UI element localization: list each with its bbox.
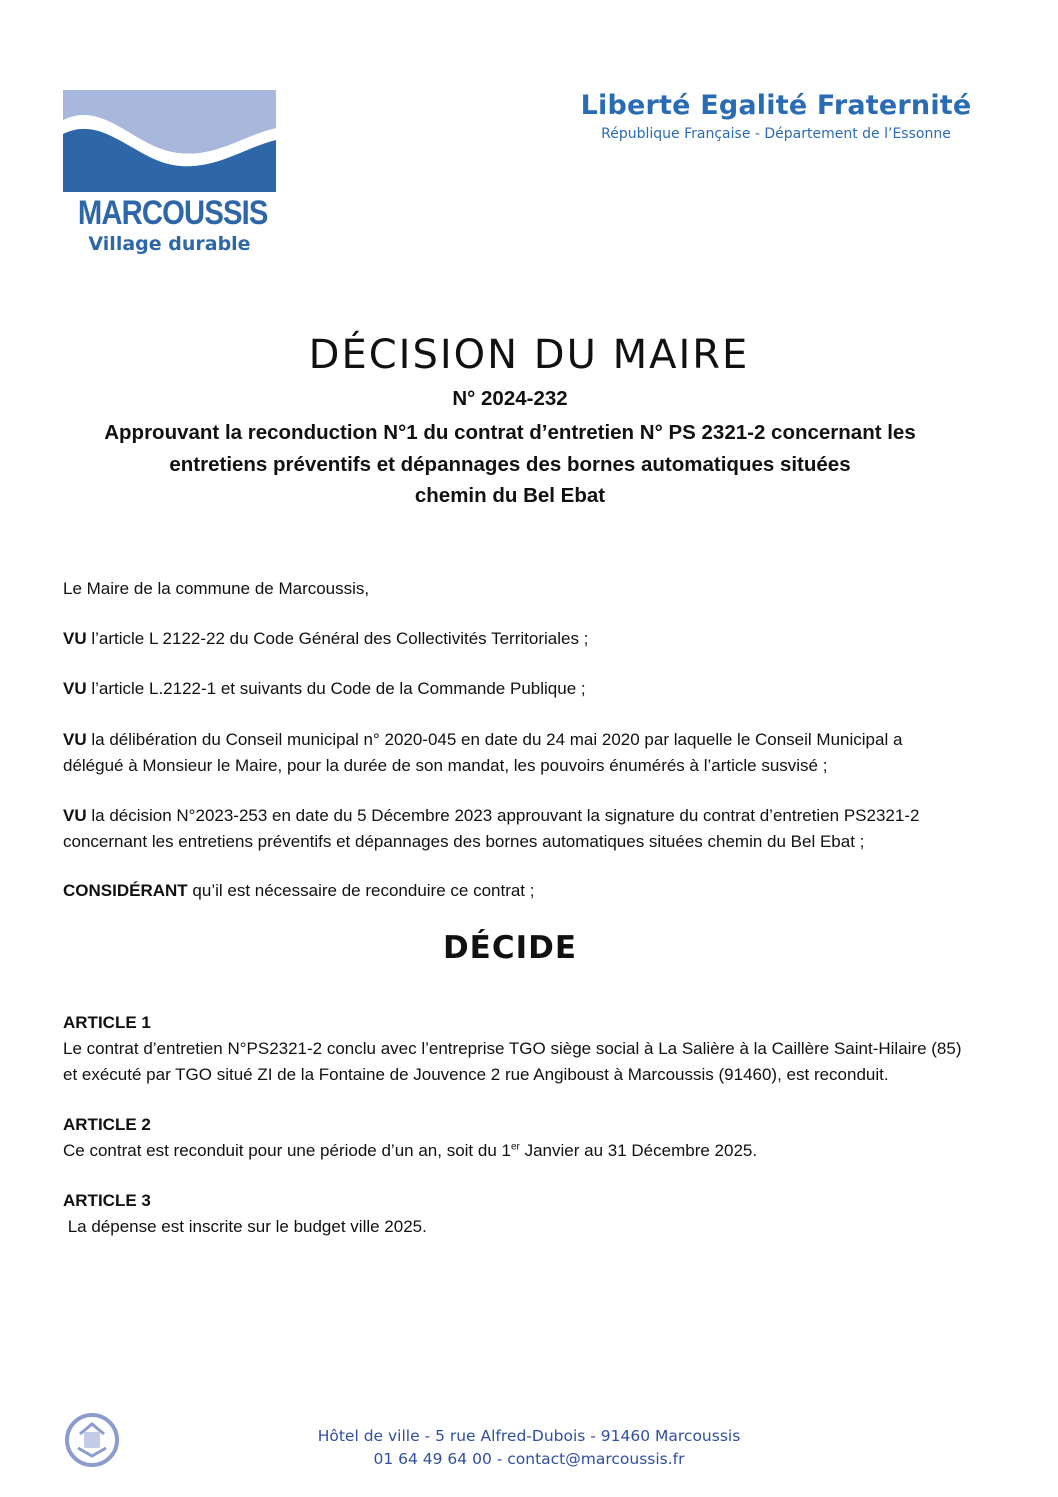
- motto-subtitle: République Française - Département de l’Essonne: [601, 126, 951, 142]
- decide-heading: DÉCIDE: [442, 930, 578, 966]
- ordinal-suffix: er: [510, 1141, 520, 1153]
- vu-text: l’article L.2122-1 et suivants du Code de la Commande Publique ;: [91, 679, 586, 698]
- vu-label: VU: [63, 679, 87, 698]
- logo-name: MARCOUSSIS: [77, 194, 268, 232]
- article-heading: ARTICLE 1: [63, 1013, 151, 1032]
- vu-label: VU: [63, 629, 87, 648]
- wave-logo-icon: [63, 90, 276, 192]
- vu-text: la décision N°2023-253 en date du 5 Décembre 2023 approuvant la signature du contrat d’entretien PS2321-2 concernant les entretiens préventifs et dépannages des bornes automatiques situées chemin du Bel Ebat ;: [63, 806, 920, 851]
- article-text: Le contrat d’entretien N°PS2321-2 conclu avec l’entreprise TGO siège social à La Salière à la Caillère Saint-Hilaire (85) et exécuté par TGO situé ZI de la Fontaine de Jouvence 2 rue Angiboust à Marcoussis (91460), est reconduit.: [63, 1039, 962, 1084]
- vu-paragraph-2: [63, 676, 963, 702]
- page-title: DÉCISION DU MAIRE: [308, 332, 750, 378]
- considerant-paragraph: [63, 878, 963, 904]
- considerant-label: CONSIDÉRANT: [63, 881, 188, 900]
- subject-line-1: Approuvant la reconduction N°1 du contrat d’entretien N° PS 2321-2 concernant les: [104, 421, 916, 444]
- article-heading: ARTICLE 3: [63, 1191, 151, 1210]
- considerant-text: qu’il est nécessaire de reconduire ce contrat ;: [192, 881, 535, 900]
- subject-line-2: entretiens préventifs et dépannages des bornes automatiques situées: [169, 453, 851, 476]
- article-heading: ARTICLE 2: [63, 1115, 151, 1134]
- footer-address: Hôtel de ville - 5 rue Alfred-Dubois - 91460 Marcoussis: [317, 1427, 741, 1445]
- vu-label: VU: [63, 806, 87, 825]
- article-1: [63, 1010, 963, 1088]
- vu-label: VU: [63, 730, 87, 749]
- vu-text: l’article L 2122-22 du Code Général des Collectivités Territoriales ;: [91, 629, 589, 648]
- vu-paragraph-3: [63, 727, 963, 779]
- article-text-start: Ce contrat est reconduit pour une période d’un an, soit du 1: [63, 1141, 511, 1160]
- article-3: [63, 1188, 963, 1240]
- preamble-intro: Le Maire de la commune de Marcoussis,: [63, 579, 370, 598]
- vu-paragraph-1: [63, 626, 963, 652]
- article-text: [63, 1138, 963, 1164]
- vu-text: la délibération du Conseil municipal n° 2020-045 en date du 24 mai 2020 par laquelle le Conseil Municipal a délégué à Monsieur le Maire, pour la durée de son mandat, les pouvoirs énumérés à l’article susvisé ;: [63, 730, 903, 775]
- decision-number: N° 2024-232: [452, 387, 568, 410]
- logo-tagline: Village durable: [88, 233, 251, 255]
- motto-main: Liberté Egalité Fraternité: [580, 90, 972, 121]
- subject-line-3: chemin du Bel Ebat: [414, 484, 606, 507]
- article-2: [63, 1112, 963, 1164]
- vu-paragraph-4: [63, 803, 963, 855]
- article-text-end: Janvier au 31 Décembre 2025.: [519, 1141, 758, 1160]
- republic-motto: [556, 90, 996, 144]
- article-text: La dépense est inscrite sur le budget ville 2025.: [63, 1217, 427, 1236]
- footer-contact: 01 64 49 64 00 - contact@marcoussis.fr: [373, 1450, 685, 1468]
- marcoussis-logo: [63, 90, 276, 265]
